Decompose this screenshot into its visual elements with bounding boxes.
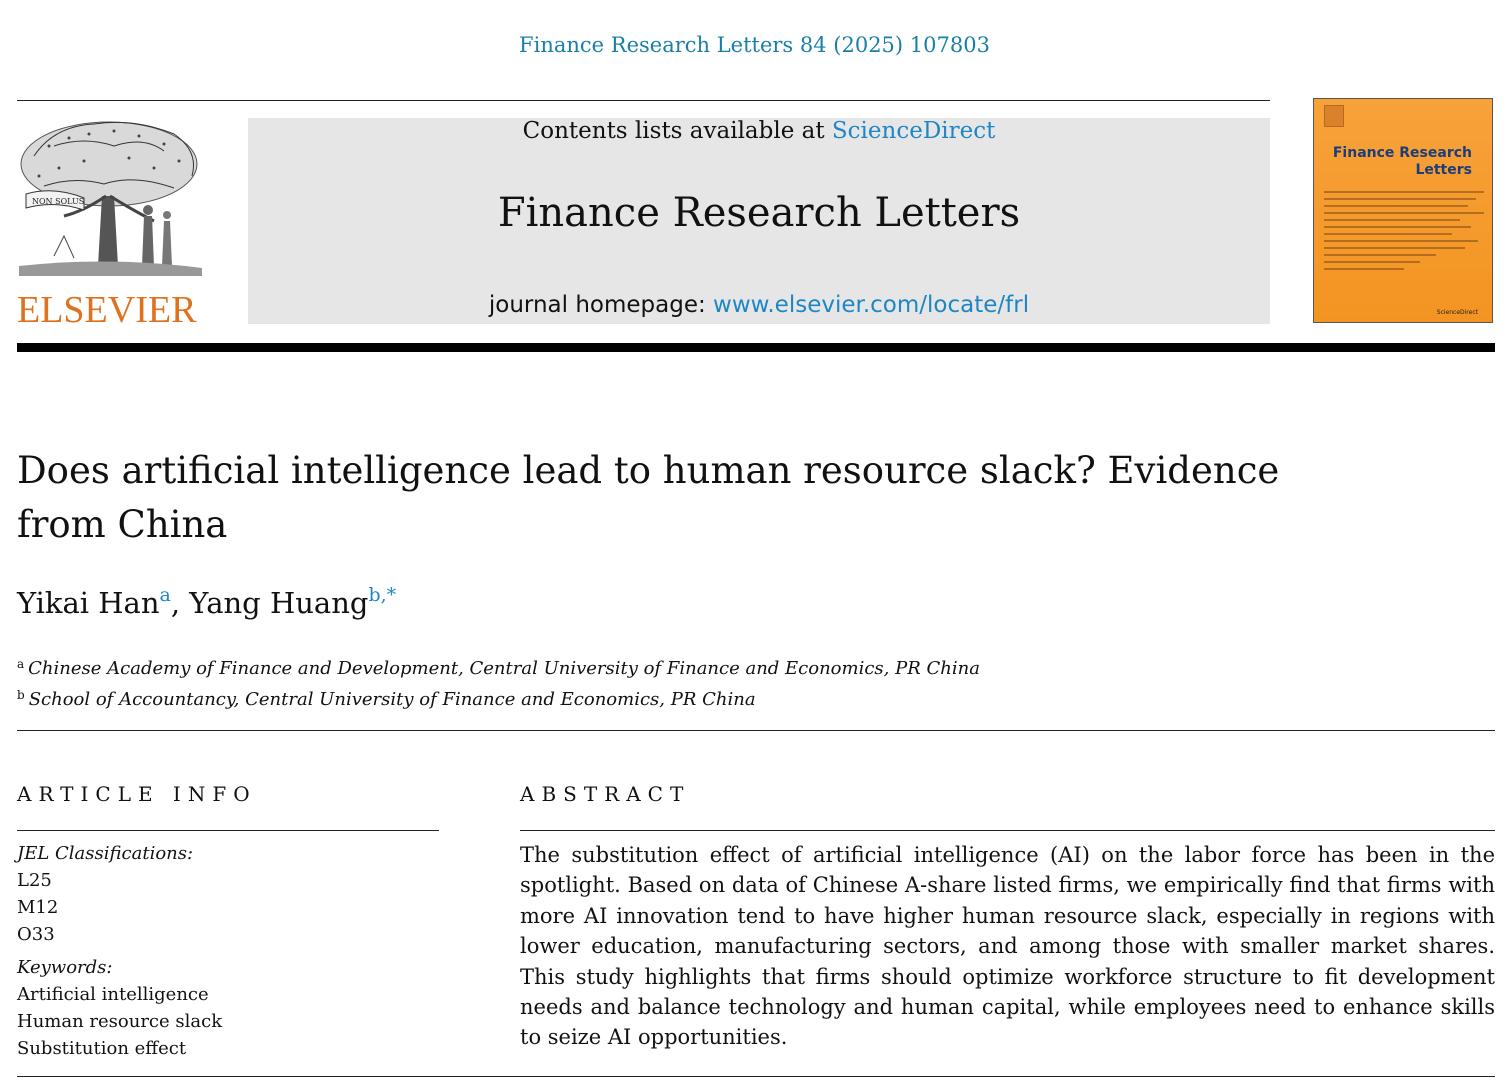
affiliation-text: School of Accountancy, Central University of Finance and Economics, PR China — [28, 689, 756, 710]
journal-homepage-link[interactable]: www.elsevier.com/locate/frl — [713, 292, 1030, 318]
contents-line — [248, 118, 1270, 144]
abstract-text: The substitution effect of artificial intelligence (AI) on the labor force has been in the spotlight. Based on data of Chinese A-share listed firms, we empirically find that firms with more AI innovation tend to have higher human resource slack, especially in regions with lower education, manufacturing sectors, and among those with smaller market shares. This study highlights that firms should optimize workforce structure to fit development needs and balance technology and human capital, while employees need to enhance skills to seize AI opportunities. — [520, 843, 1495, 1050]
article-info-rule — [17, 830, 439, 831]
affiliation-text: Chinese Academy of Finance and Development, Central University of Finance and Economics, PR China — [28, 658, 980, 679]
author-list — [17, 584, 396, 620]
cover-title-line1: Finance Research — [1332, 145, 1472, 161]
keyword: Substitution effect — [17, 1038, 187, 1059]
abstract-heading: ABSTRACT — [520, 782, 691, 806]
jel-code: M12 — [17, 897, 59, 918]
affiliation-marker: a — [17, 657, 25, 671]
journal-cover-image[interactable] — [1313, 98, 1493, 323]
journal-title: Finance Research Letters — [497, 190, 1021, 236]
cover-editorial-board — [1324, 191, 1484, 275]
cover-title-line2: Letters — [1415, 162, 1472, 178]
tree-icon — [14, 116, 204, 286]
cover-title — [1322, 145, 1472, 179]
author-name: Yikai Han — [17, 586, 160, 620]
author-name: Yang Huang — [189, 586, 369, 620]
elsevier-wordmark: ELSEVIER — [17, 289, 197, 331]
jel-label: JEL Classifications: — [17, 843, 194, 864]
affiliation-marker: b — [17, 688, 25, 702]
homepage-prefix: journal homepage: — [488, 292, 714, 318]
article-info — [17, 840, 222, 1062]
keyword: Human resource slack — [17, 1011, 223, 1032]
author-affiliation-link[interactable]: a — [159, 584, 171, 606]
keywords-label: Keywords: — [17, 957, 113, 978]
keyword: Artificial intelligence — [17, 984, 209, 1005]
affiliation-item — [17, 651, 980, 682]
svg-text:NON SOLUS: NON SOLUS — [32, 197, 85, 206]
cover-logo-icon — [1324, 105, 1344, 127]
bottom-rule — [17, 1076, 1495, 1077]
contents-prefix: Contents lists available at — [522, 118, 832, 144]
article-title: Does artificial intelligence lead to human resource slack? Evidence from China — [17, 449, 1280, 546]
homepage-line — [248, 292, 1270, 318]
top-rule — [17, 100, 1270, 101]
article-info-heading: ARTICLE INFO — [17, 782, 257, 806]
jel-code: L25 — [17, 870, 52, 891]
affiliation-item — [17, 682, 980, 713]
sciencedirect-link[interactable]: ScienceDirect — [831, 118, 996, 144]
jel-code: O33 — [17, 924, 55, 945]
cover-footer: ScienceDirect — [1436, 309, 1478, 316]
section-rule — [17, 730, 1495, 731]
author-affiliation-link[interactable]: b,* — [368, 584, 397, 606]
header-thick-rule — [17, 343, 1495, 352]
abstract-rule — [520, 830, 1495, 831]
author-separator: , — [170, 586, 190, 620]
journal-citation[interactable]: Finance Research Letters 84 (2025) 107803 — [519, 33, 990, 57]
journal-banner — [248, 118, 1270, 324]
elsevier-logo[interactable] — [14, 116, 204, 331]
affiliations — [17, 651, 980, 713]
